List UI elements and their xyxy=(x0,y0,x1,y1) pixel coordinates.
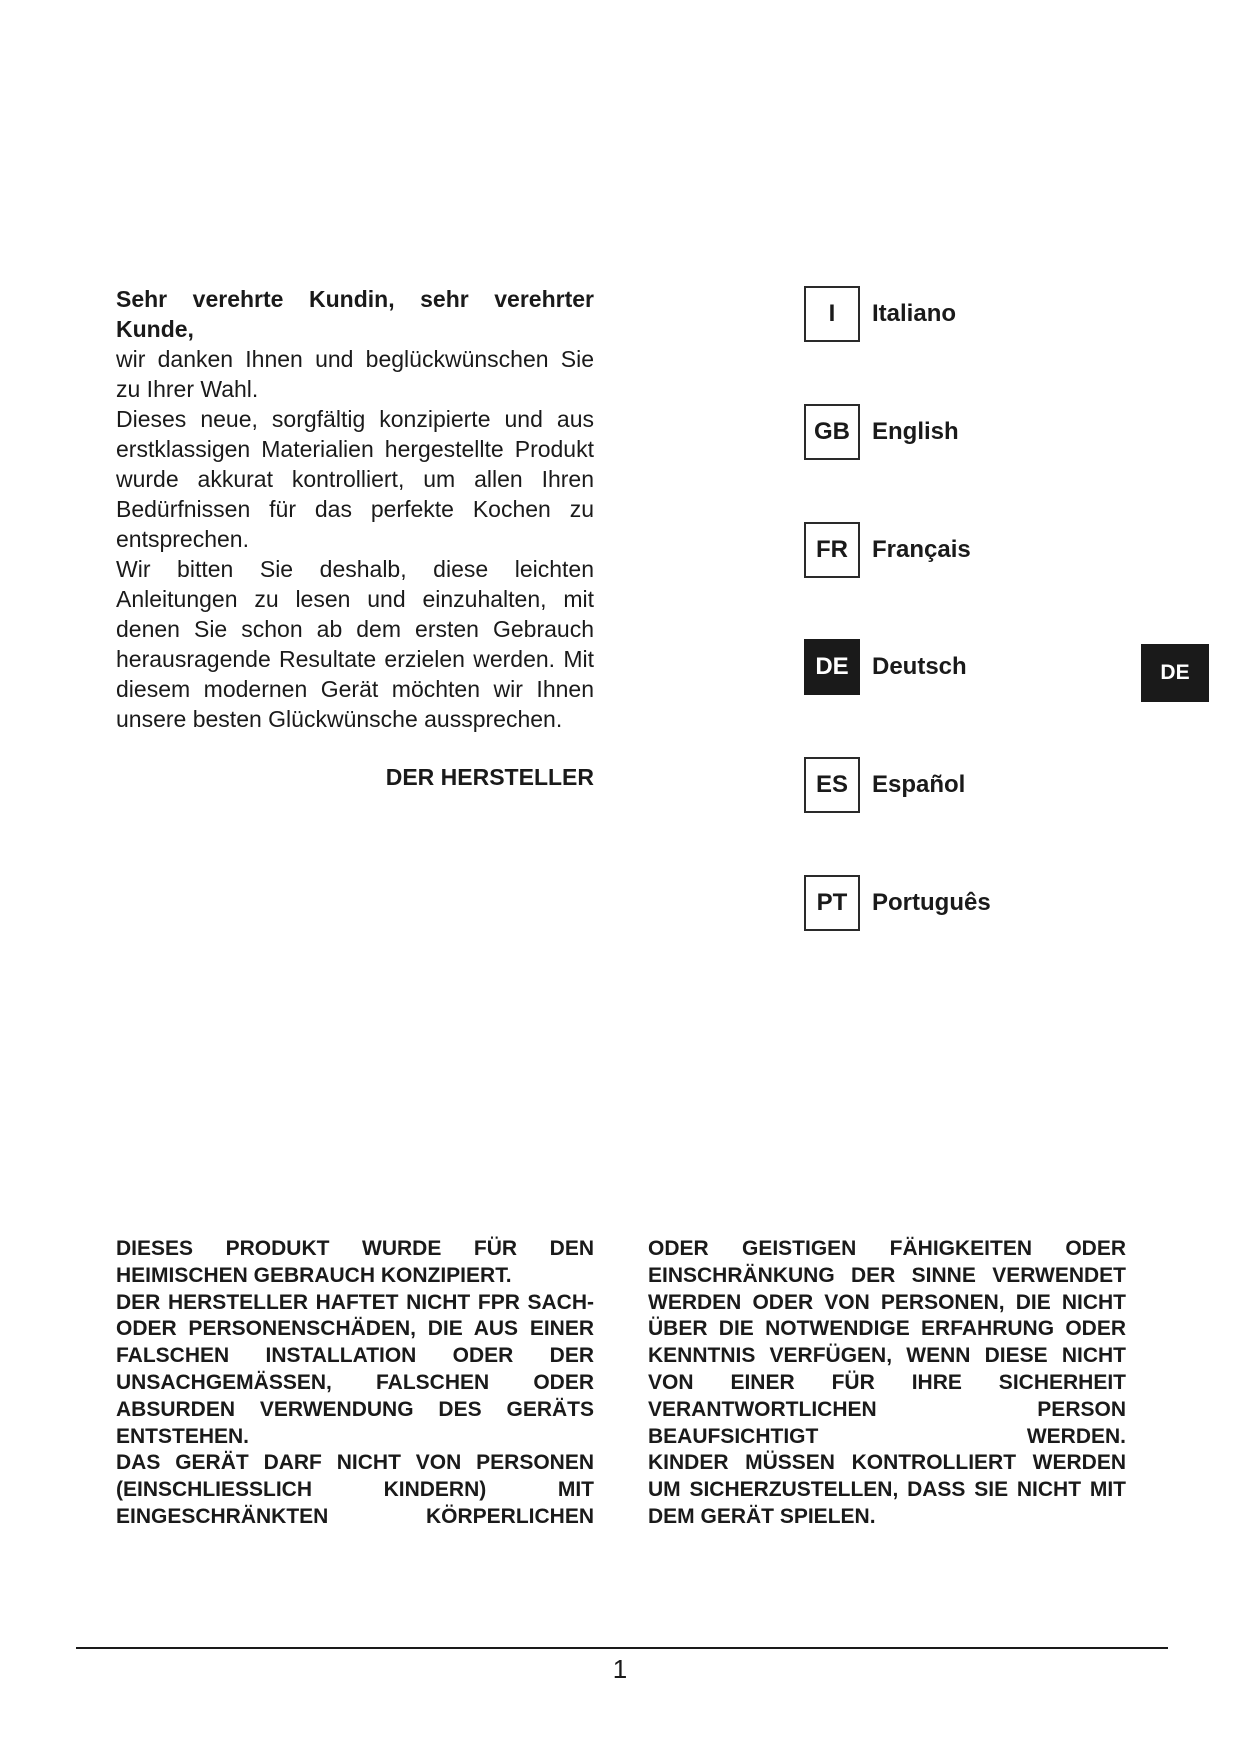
language-code-box: FR xyxy=(804,522,860,578)
language-name: Italiano xyxy=(872,300,957,327)
section-side-tab: DE xyxy=(1141,644,1209,702)
greeting: Sehr verehrte Kundin, sehr verehrter Kunde, xyxy=(116,286,594,342)
language-name: Español xyxy=(872,771,966,798)
intro-paragraph-2: Dieses neue, sorgfältig konzipierte und aus erstklassigen Materialien hergestellte Produkt wurde akkurat kontrolliert, um allen Ihren Bedürfnissen für das perfekte Kochen zu entsprechen. xyxy=(116,406,594,552)
warning-paragraph: ODER GEISTIGEN FÄHIGKEITEN ODER EINSCHRÄNKUNG DER SINNE VERWENDET WERDEN ODER VON PERSONEN, DIE NICHT ÜBER DIE NOTWENDIGE ERFAHRUNG ODER KENNTNIS VERFÜGEN, WENN DIESE NICHT VON EINER FÜR IHRE SICHERHEIT VERANTWORTLICHEN PERSON BEAUFSICHTIGT WERDEN. xyxy=(648,1237,1126,1448)
language-item-francais[interactable] xyxy=(804,520,971,580)
language-name: Português xyxy=(872,889,991,916)
language-name: English xyxy=(872,418,959,445)
language-code-box: PT xyxy=(804,875,860,931)
warning-paragraph: DAS GERÄT DARF NICHT VON PERSONEN (EINSCHLIESSLICH KINDERN) MIT EINGESCHRÄNKTEN KÖRPERLICHEN xyxy=(116,1451,594,1528)
warning-column-right xyxy=(648,1236,1126,1531)
language-item-italiano[interactable] xyxy=(804,284,956,344)
language-item-espanol[interactable] xyxy=(804,755,965,815)
page-number: 1 xyxy=(612,1654,628,1684)
language-code-box: GB xyxy=(804,404,860,460)
language-code-box: DE xyxy=(804,639,860,695)
signature: DER HERSTELLER xyxy=(385,764,594,790)
language-name: Français xyxy=(872,536,971,563)
warning-paragraph: DER HERSTELLER HAFTET NICHT FPR SACH- ODER PERSONENSCHÄDEN, DIE AUS EINER FALSCHEN INSTALLATION ODER DER UNSACHGEMÄSSEN, FALSCHEN ODER ABSURDEN VERWENDUNG DES GERÄTS ENTSTEHEN. xyxy=(116,1290,594,1448)
language-name: Deutsch xyxy=(872,653,967,680)
language-item-english[interactable] xyxy=(804,402,959,462)
language-item-portugues[interactable] xyxy=(804,873,991,933)
warning-paragraph: KINDER MÜSSEN KONTROLLIERT WERDEN UM SICHERZUSTELLEN, DASS SIE NICHT MIT DEM GERÄT SPIELEN. xyxy=(648,1451,1126,1528)
intro-paragraph-1: wir danken Ihnen und beglückwünschen Sie zu Ihrer Wahl. xyxy=(116,346,594,402)
footer-divider xyxy=(76,1647,1168,1649)
language-code-box: ES xyxy=(804,757,860,813)
language-code-box: I xyxy=(804,286,860,342)
language-item-deutsch[interactable] xyxy=(804,637,967,697)
warning-paragraph: DIESES PRODUKT WURDE FÜR DEN HEIMISCHEN GEBRAUCH KONZIPIERT. xyxy=(116,1237,594,1287)
intro-section xyxy=(116,284,594,792)
intro-paragraph-3: Wir bitten Sie deshalb, diese leichten Anleitungen zu lesen und einzuhalten, mit denen Sie schon ab dem ersten Gebrauch herausragende Resultate erzielen werden. Mit diesem modernen Gerät möchten wir Ihnen unsere besten Glückwünsche aussprechen. xyxy=(116,556,594,732)
warning-column-left xyxy=(116,1236,594,1531)
